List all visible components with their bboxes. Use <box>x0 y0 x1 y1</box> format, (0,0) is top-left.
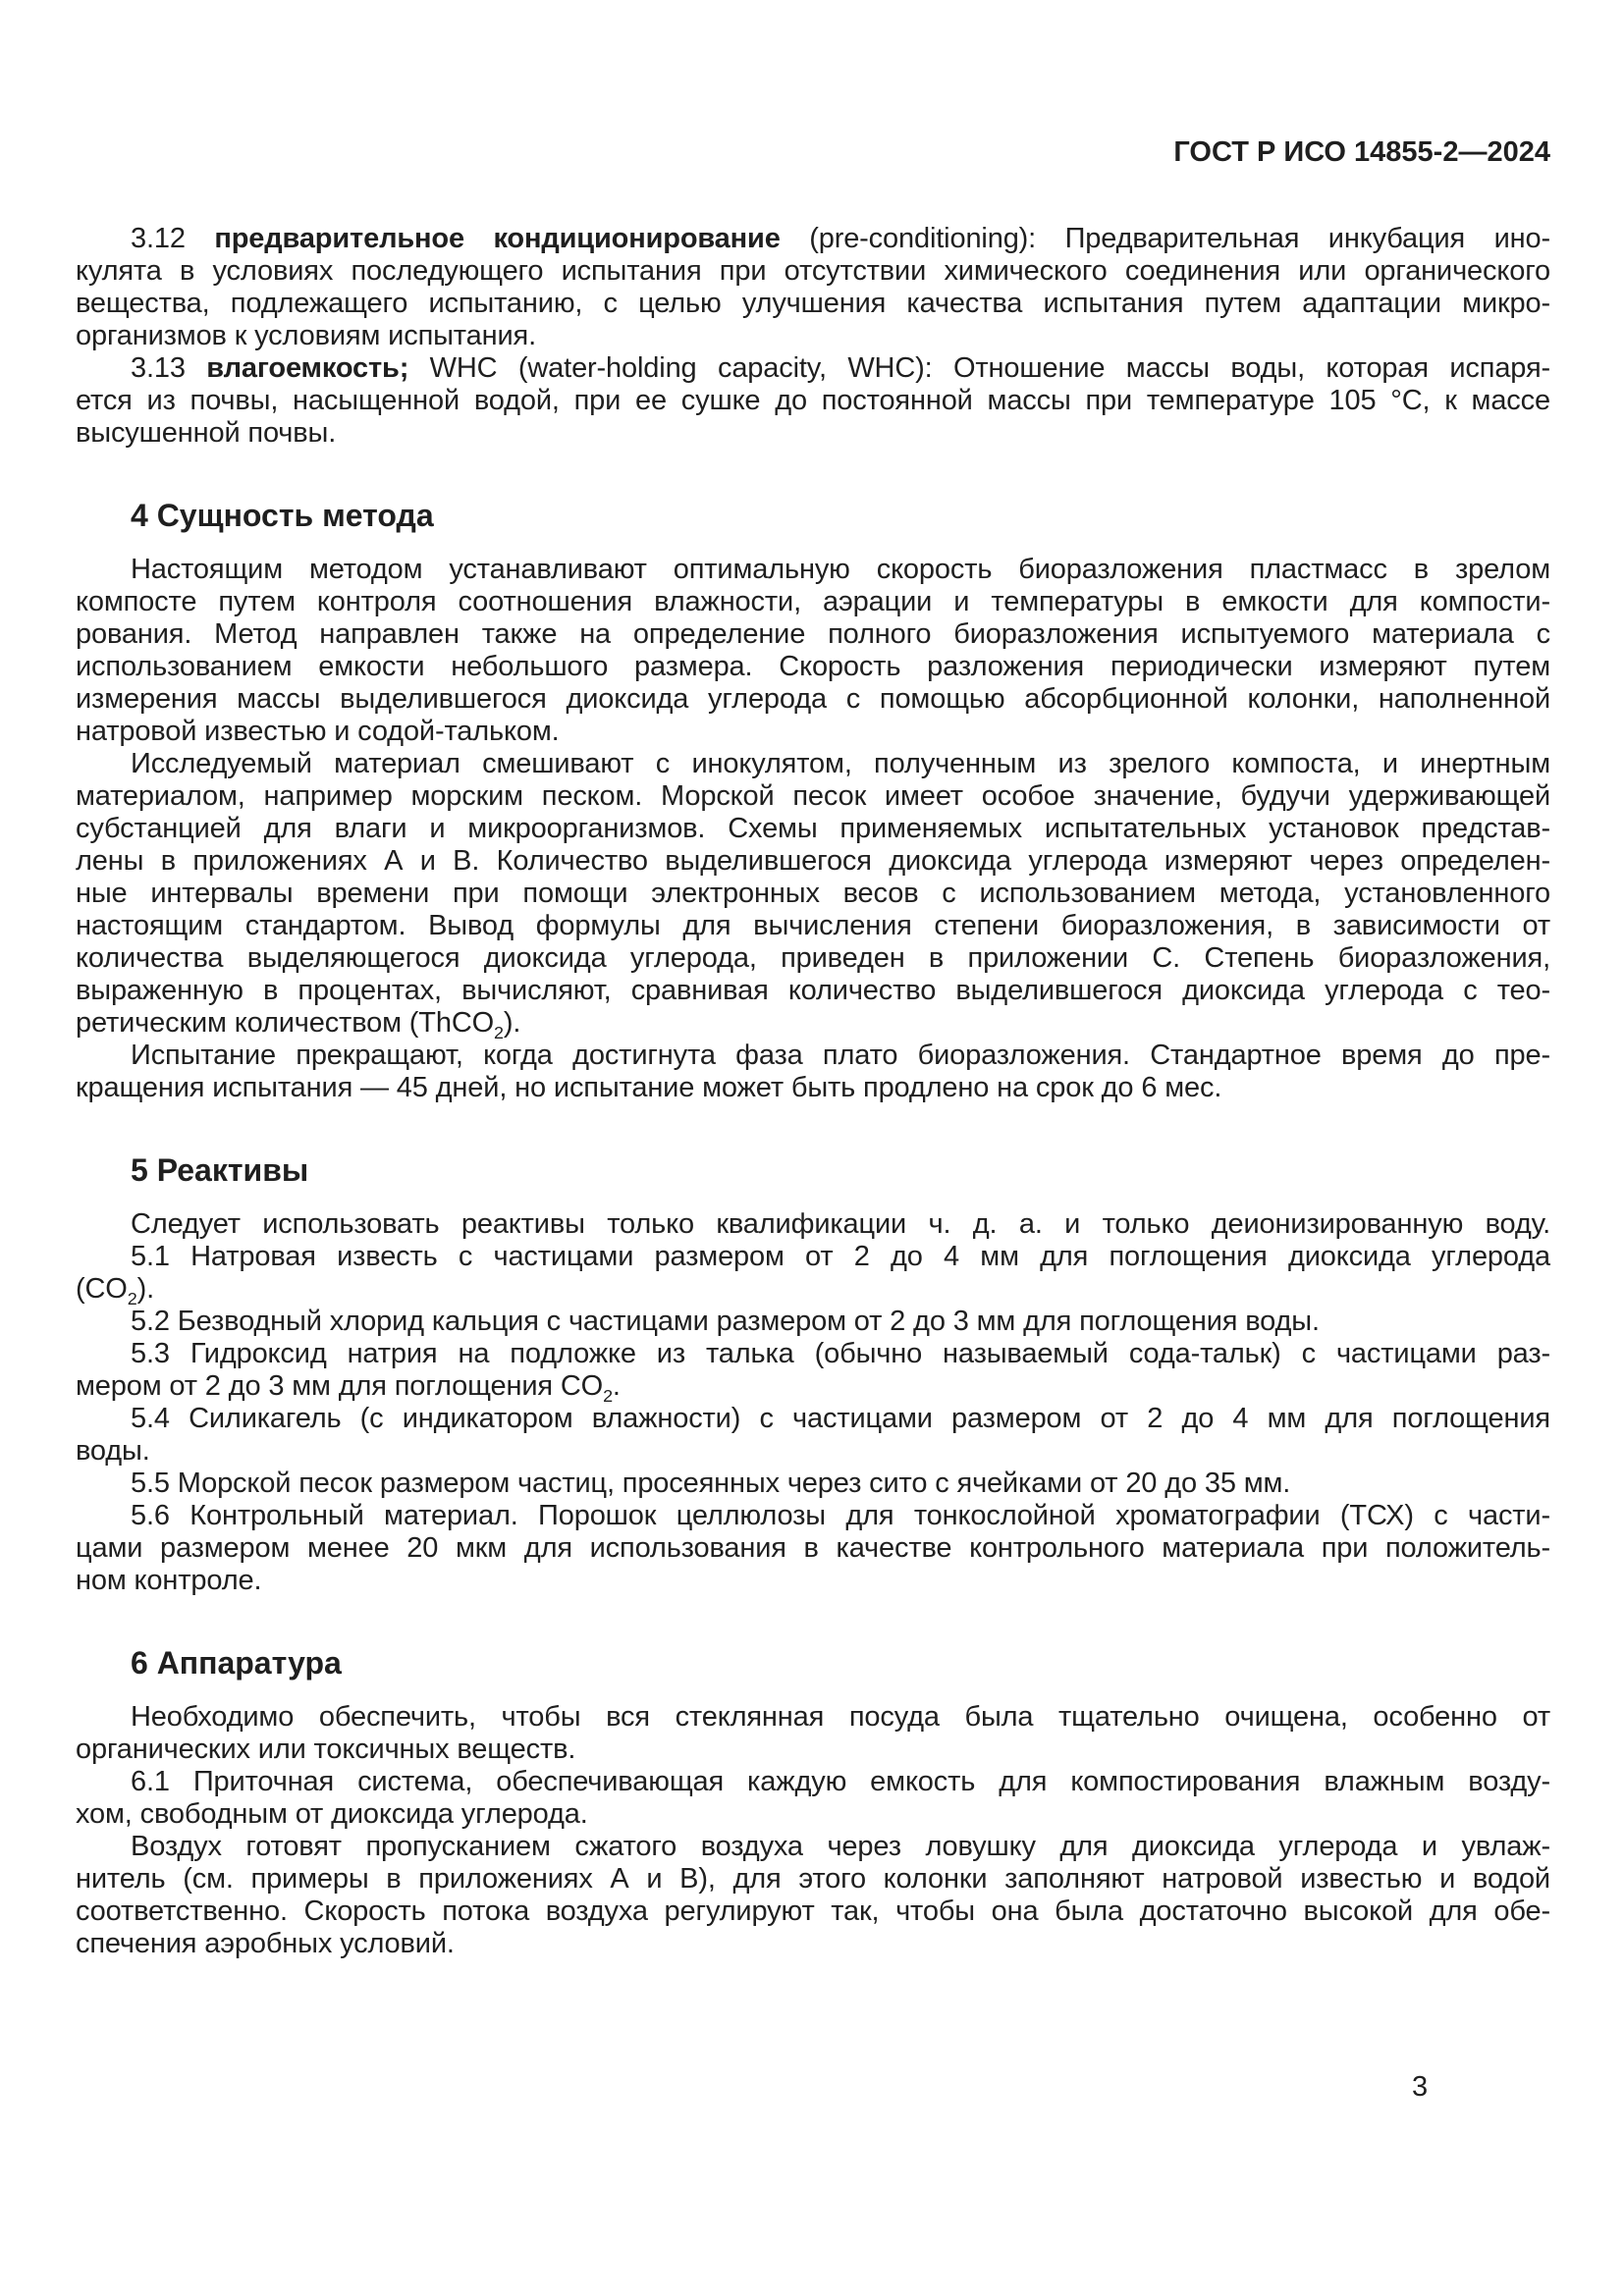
text-line: выраженную в процентах, вычисляют, сравнивая количество выделившегося диоксида углерода с тео- <box>76 975 1550 1006</box>
paragraph <box>76 1500 1550 1597</box>
text-line: Следует использовать реактивы только квалификации ч. д. а. и только деионизированную воду. <box>131 1208 1550 1240</box>
text-line: ется из почвы, насыщенной водой, при ее сушке до постоянной массы при температуре 105 °С, к массе <box>76 385 1550 416</box>
text-line: измерения массы выделившегося диоксида углерода с помощью абсорбционной колонки, наполненной <box>76 683 1550 715</box>
text-line: 6.1 Приточная система, обеспечивающая каждую емкость для компостирования влажным возду- <box>131 1766 1550 1797</box>
text-line: Испытание прекращают, когда достигнута фаза плато биоразложения. Стандартное время до пре- <box>131 1040 1550 1071</box>
text-line: кулята в условиях последующего испытания при отсутствии химического соединения или органического <box>76 255 1550 287</box>
text-line: воды. <box>76 1435 150 1467</box>
text-line: кращения испытания — 45 дней, но испытание может быть продлено на срок до 6 мес. <box>76 1072 1222 1103</box>
paragraph <box>76 554 1550 748</box>
text-line: Настоящим методом устанавливают оптимальную скорость биоразложения пластмасс в зрелом <box>131 554 1550 585</box>
section-heading: 6 Аппаратура <box>131 1645 342 1681</box>
paragraph <box>76 748 1550 1040</box>
text-line: Воздух готовят пропусканием сжатого воздуха через ловушку для диоксида углерода и увлаж- <box>131 1831 1550 1862</box>
paragraph <box>76 1040 1550 1104</box>
text-line: соответственно. Скорость потока воздуха регулируют так, чтобы она была достаточно высокой для обе- <box>76 1896 1550 1927</box>
paragraph <box>76 1306 1550 1338</box>
text-line: рования. Метод направлен также на определение полного биоразложения испытуемого материала с <box>76 618 1550 650</box>
text-line: вещества, подлежащего испытанию, с целью улучшения качества испытания путем адаптации микро- <box>76 288 1550 319</box>
paragraph <box>76 1468 1550 1500</box>
text-line: хом, свободным от диоксида углерода. <box>76 1798 588 1830</box>
paragraph <box>76 1241 1550 1306</box>
section-heading: 5 Реактивы <box>131 1152 309 1188</box>
text-line: 5.4 Силикагель (с индикатором влажности) с частицами размером от 2 до 4 мм для поглощения <box>131 1403 1550 1434</box>
text-line: органических или токсичных веществ. <box>76 1734 576 1765</box>
text-line: 5.5 Морской песок размером частиц, просеянных через сито с ячейками от 20 до 35 мм. <box>131 1468 1291 1499</box>
paragraph <box>76 1701 1550 1766</box>
text-line: высушенной почвы. <box>76 417 337 449</box>
paragraph <box>76 1208 1550 1241</box>
text-line: 5.2 Безводный хлорид кальция с частицами размером от 2 до 3 мм для поглощения воды. <box>131 1306 1320 1337</box>
text-line: ном контроле. <box>76 1565 262 1596</box>
text-line: организмов к условиям испытания. <box>76 320 536 351</box>
text-line: компосте путем контроля соотношения влажности, аэрации и температуры в емкости для компости- <box>76 586 1550 617</box>
paragraph <box>76 1338 1550 1406</box>
document-content <box>76 136 1550 1960</box>
paragraph <box>76 223 1550 352</box>
text-line: 5.1 Натровая известь с частицами размером от 2 до 4 мм для поглощения диоксида углерода <box>131 1241 1550 1272</box>
text-line: использованием емкости небольшого размера. Скорость разложения периодически измеряют путем <box>76 651 1550 682</box>
text-line: ретическим количеством (ThCO$_2$). <box>76 1007 521 1042</box>
text-line: 5.3 Гидроксид натрия на подложке из талька (обычно называемый сода-тальк) с частицами раз- <box>131 1338 1550 1369</box>
text-line: ные интервалы времени при помощи электронных весов с использованием метода, установленного <box>76 878 1550 909</box>
page-number: 3 <box>1412 2071 1429 2103</box>
text-line: цами размером менее 20 мкм для использования в качестве контрольного материала при положитель- <box>76 1532 1550 1564</box>
paragraph <box>76 352 1550 450</box>
paragraph <box>76 1831 1550 1960</box>
text-line: нитель (см. примеры в приложениях А и В), для этого колонки заполняют натровой известью и водой <box>76 1863 1550 1895</box>
text-line: материалом, например морским песком. Морской песок имеет особое значение, будучи удерживающей <box>76 780 1550 812</box>
paragraph <box>76 1403 1550 1468</box>
document-body <box>76 223 1550 1960</box>
doc-code-header: ГОСТ Р ИСО 14855-2—2024 <box>1173 136 1550 168</box>
text-line: мером от 2 до 3 мм для поглощения $CO_2$. <box>76 1370 621 1406</box>
text-line: $(CO_2)$. <box>76 1273 154 1308</box>
paragraph <box>76 1766 1550 1831</box>
text-line: 3.12 предварительное кондиционирование (pre-conditioning): Предварительная инкубация ино- <box>131 223 1550 254</box>
text-line: 3.13 влагоемкость; WHC (water-holding capacity, WHC): Отношение массы воды, которая испаря- <box>131 352 1551 384</box>
text-line: субстанцией для влаги и микроорганизмов. Схемы применяемых испытательных установок представ- <box>76 813 1550 844</box>
text-line: Необходимо обеспечить, чтобы вся стеклянная посуда была тщательно очищена, особенно от <box>131 1701 1550 1733</box>
text-line: настоящим стандартом. Вывод формулы для вычисления степени биоразложения, в зависимости от <box>76 910 1550 941</box>
text-line: количества выделяющегося диоксида углерода, приведен в приложении С. Степень биоразложения, <box>76 942 1550 974</box>
text-line: лены в приложениях А и В. Количество выделившегося диоксида углерода измеряют через определен- <box>76 845 1550 877</box>
section-heading: 4 Сущность метода <box>131 498 434 533</box>
text-line: Исследуемый материал смешивают с инокулятом, полученным из зрелого компоста, и инертным <box>131 748 1550 779</box>
text-line: натровой известью и содой-тальком. <box>76 716 560 747</box>
text-line: спечения аэробных условий. <box>76 1928 455 1959</box>
text-line: 5.6 Контрольный материал. Порошок целлюлозы для тонкослойной хроматографии (ТСХ) с части- <box>131 1500 1550 1531</box>
